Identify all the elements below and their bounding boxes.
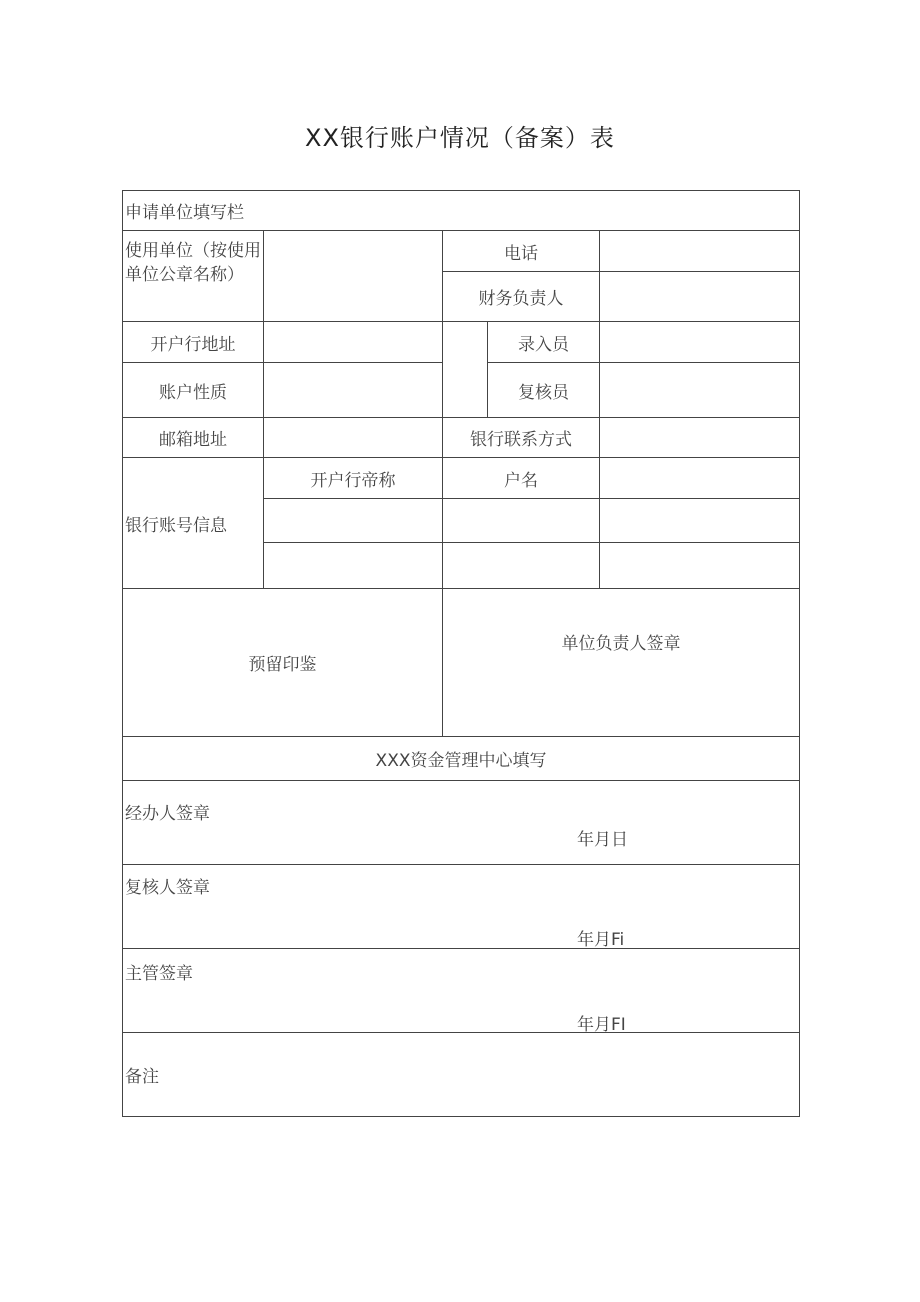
bank-account-info-label: 银行账号信息 [123, 458, 264, 589]
supervisor-signature-label: 主管签章 [125, 964, 193, 984]
account-number-field-2[interactable] [600, 543, 800, 589]
account-name-field-2[interactable] [443, 543, 600, 589]
remarks-label: 备注 [125, 1067, 159, 1087]
supervisor-date: 年月FI [577, 1015, 626, 1033]
center-section-header: XXX资金管理中心填写 [123, 737, 800, 781]
email-address-label: 邮箱地址 [123, 418, 264, 458]
account-number-column-header [600, 458, 800, 499]
account-nature-label: 账户性质 [123, 363, 264, 418]
bank-contact-label: 银行联系方式 [443, 418, 600, 458]
account-name-field-1[interactable] [443, 499, 600, 543]
bank-address-field[interactable] [264, 322, 443, 363]
bank-contact-field[interactable] [600, 418, 800, 458]
phone-label: 电话 [443, 231, 600, 272]
bank-name-field-2[interactable] [264, 543, 443, 589]
reviewer-signature-cell[interactable] [123, 865, 800, 949]
account-number-field-1[interactable] [600, 499, 800, 543]
entry-clerk-field[interactable] [600, 322, 800, 363]
bank-address-label: 开户行地址 [123, 322, 264, 363]
account-filing-form [122, 190, 800, 1117]
handler-signature-cell[interactable] [123, 781, 800, 865]
handler-date: 年月日 [577, 830, 628, 850]
unit-head-seal-label: 单位负责人签章 [443, 589, 800, 737]
finance-head-label: 财务负责人 [443, 272, 600, 322]
email-address-field[interactable] [264, 418, 443, 458]
phone-field[interactable] [600, 231, 800, 272]
bank-name-field-1[interactable] [264, 499, 443, 543]
using-unit-label: 使用单位（按使用单位公章名称） [123, 231, 264, 322]
applicant-section-header: 申请单位填写栏 [123, 191, 800, 231]
account-name-column-header: 户名 [443, 458, 600, 499]
supervisor-signature-cell[interactable] [123, 949, 800, 1033]
reviewer-label: 复核员 [488, 363, 600, 418]
page-title: XX银行账户情况（备案）表 [305, 124, 615, 152]
entry-clerk-label: 录入员 [488, 322, 600, 363]
reserved-seal-label: 预留印鉴 [123, 589, 443, 737]
bank-name-column-header: 开户行帝称 [264, 458, 443, 499]
account-nature-field[interactable] [264, 363, 443, 418]
reviewer-signature-label: 复核人签章 [125, 878, 210, 898]
handler-signature-label: 经办人签章 [125, 804, 210, 824]
reviewer-field[interactable] [600, 363, 800, 418]
using-unit-field[interactable] [264, 231, 443, 322]
remarks-cell[interactable] [123, 1033, 800, 1117]
blank-cell [443, 322, 488, 418]
finance-head-field[interactable] [600, 272, 800, 322]
reviewer-date: 年月Fi [577, 930, 625, 949]
